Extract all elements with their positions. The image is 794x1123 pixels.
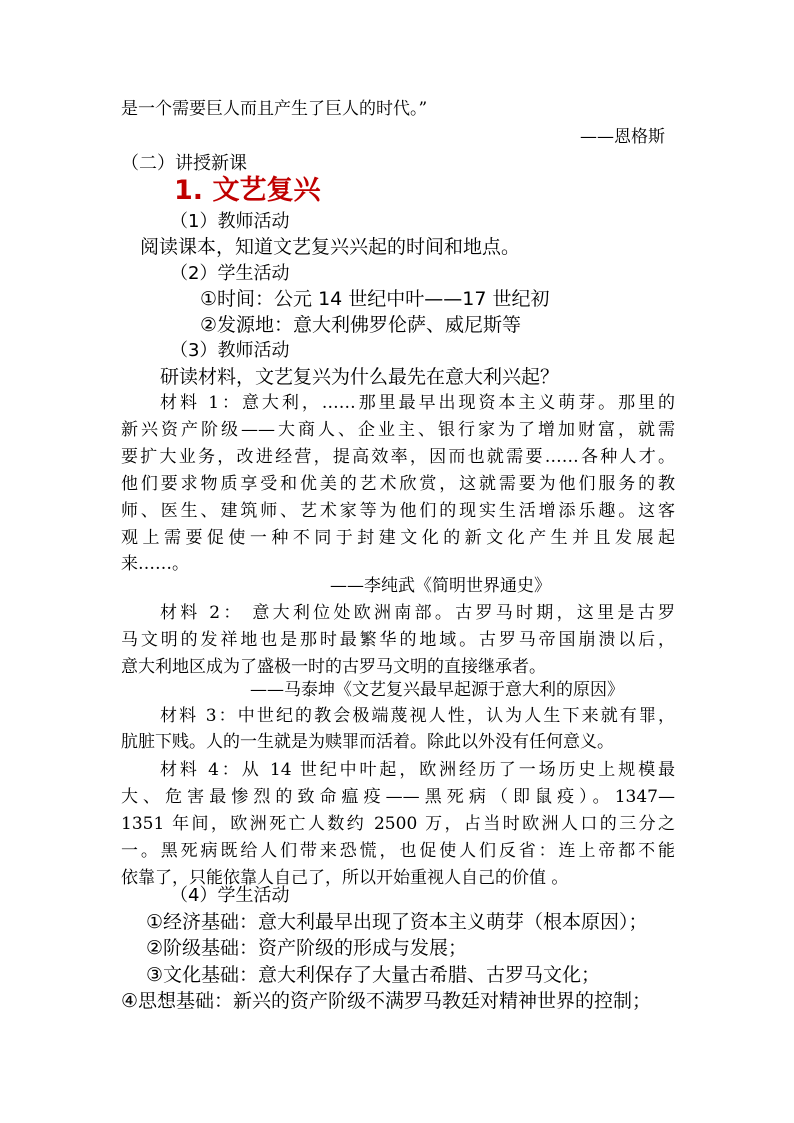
material4-line: 大、危害最惨烈的致命瘟疫——黑死病（即鼠疫）。1347— xyxy=(121,787,675,807)
material4-line: 依靠了，只能依靠人自己了，所以开始重视人自己的价值 。 xyxy=(121,868,569,888)
material1-line: 来……。 xyxy=(121,554,189,574)
step1-text: 阅读课本，知道文艺复兴兴起的时间和地点。 xyxy=(140,236,521,258)
material4-line: 1351 年间，欧洲死亡人数约 2500 万，占当时欧洲人口的三分之 xyxy=(121,814,675,834)
quote-tail: 是一个需要巨人而且产生了巨人的时代。” xyxy=(121,99,428,119)
answer-item: ③文化基础：意大利保存了大量古希腊、古罗马文化； xyxy=(146,964,601,986)
material3-line: 肮脏下贱。人的一生就是为赎罪而活着。除此以外没有任何意义。 xyxy=(121,732,614,752)
answer-item: ①经济基础：意大利最早出现了资本主义萌芽（根本原因）； xyxy=(146,911,648,933)
step2-time: ①时间：公元 14 世纪中叶——17 世纪初 xyxy=(200,288,550,310)
answer-item: ④思想基础：新兴的资产阶级不满罗马教廷对精神世界的控制； xyxy=(121,990,652,1012)
material1-line: 要扩大业务，改进经营，提高效率，因而也就需要……各种人才。 xyxy=(121,447,675,467)
material2-line: 材料 2： 意大利位处欧洲南部。古罗马时期，这里是古罗 xyxy=(160,603,675,623)
step2-place: ②发源地：意大利佛罗伦萨、威尼斯等 xyxy=(200,314,522,336)
topic-title: 1. 文艺复兴 xyxy=(174,175,321,206)
material1-line: 新兴资产阶级——大商人、企业主、银行家为了增加财富，就需 xyxy=(121,420,675,440)
answer-item: ②阶级基础：资产阶级的形成与发展； xyxy=(146,937,468,959)
step4-label: （4）学生活动 xyxy=(170,885,290,906)
material3-line: 材料 3：中世纪的教会极端蔑视人性，认为人生下来就有罪， xyxy=(160,706,675,726)
material1-line: 观上需要促使一种不同于封建文化的新文化产生并且发展起 xyxy=(121,528,675,548)
step3-label: （3）教师活动 xyxy=(170,340,290,361)
material1-line: 他们要求物质享受和优美的艺术欣赏，这就需要为他们服务的教 xyxy=(121,474,675,494)
material2-line: 马文明的发祥地也是那时最繁华的地域。古罗马帝国崩溃以后， xyxy=(121,630,675,650)
step1-label: （1）教师活动 xyxy=(170,211,290,232)
material4-line: 一。黑死病既给人们带来恐慌，也促使人们反省：连上帝都不能 xyxy=(121,841,675,861)
material4-line: 材料 4：从 14 世纪中叶起，欧洲经历了一场历史上规模最 xyxy=(160,760,675,780)
section-heading: （二）讲授新课 xyxy=(121,153,247,174)
material1-source: ——李纯武《简明世界通史》 xyxy=(330,576,551,596)
step3-question: 研读材料，文艺复兴为什么最先在意大利兴起？ xyxy=(160,366,560,388)
material2-source: ——马泰坤《文艺复兴最早起源于意大利的原因》 xyxy=(250,680,624,700)
material1-line: 师、医生、建筑师、艺术家等为他们的现实生活增添乐趣。这客 xyxy=(121,501,675,521)
quote-author: ——恩格斯 xyxy=(580,127,665,147)
material2-line: 意大利地区成为了盛极一时的古罗马文明的直接继承者。 xyxy=(121,657,546,677)
material1-line: 材料 1：意大利，……那里最早出现资本主义萌芽。那里的 xyxy=(160,393,675,413)
step2-label: （2）学生活动 xyxy=(170,263,290,284)
